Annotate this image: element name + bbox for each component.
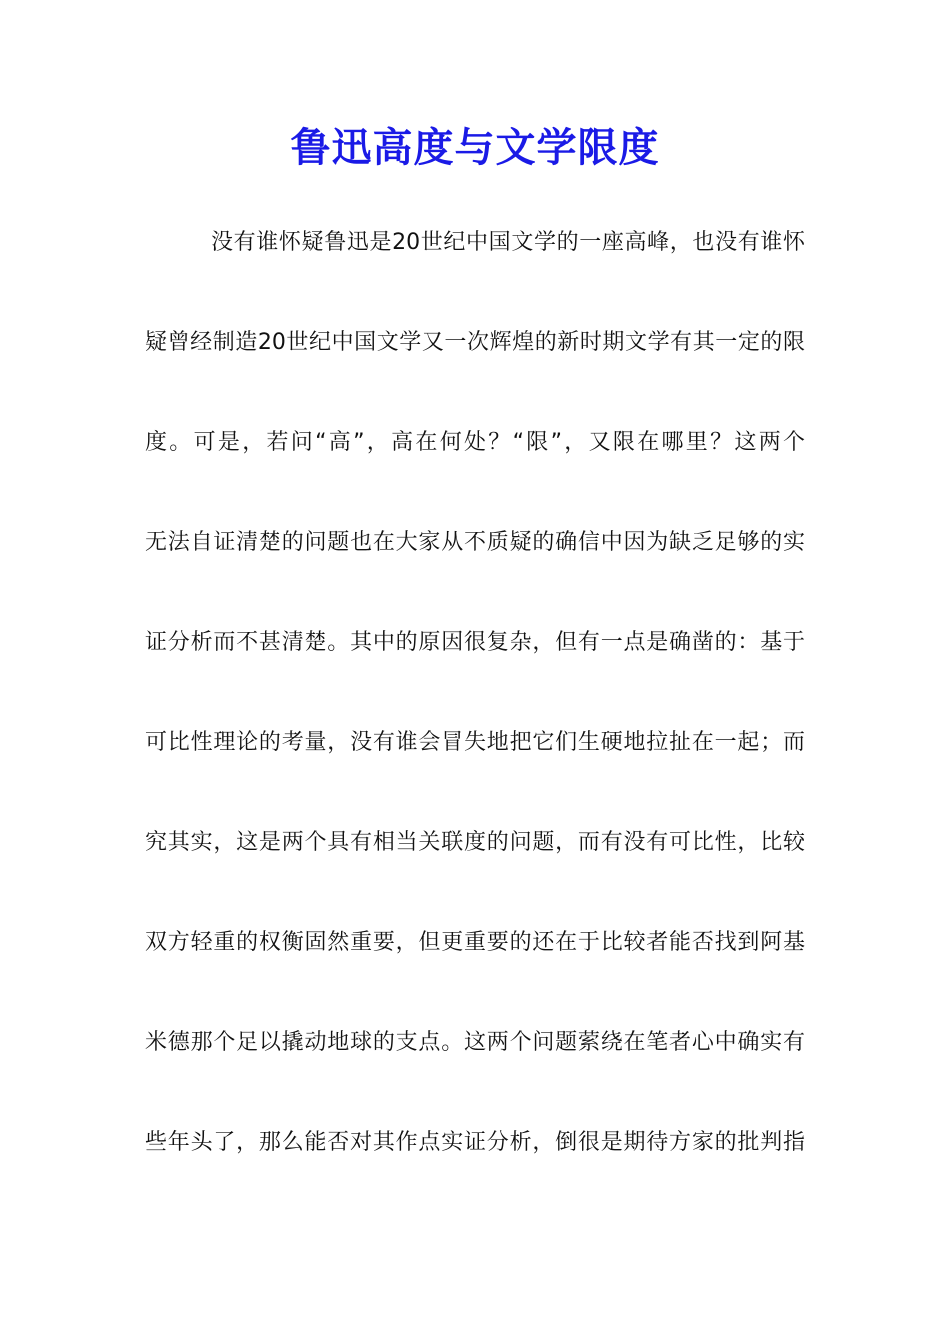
text-line: 些年头了，那么能否对其作点实证分析，倒很是期待方家的批判指 (145, 1130, 805, 1155)
text-line: 可比性理论的考量，没有谁会冒失地把它们生硬地拉扯在一起；而 (145, 730, 805, 755)
text-line: 究其实，这是两个具有相当关联度的问题，而有没有可比性，比较 (145, 830, 805, 855)
text-line: 没有谁怀疑鲁迅是20世纪中国文学的一座高峰，也没有谁怀 (211, 230, 805, 255)
text-line: 度。可是，若问“高”，高在何处？“限”，又限在哪里？这两个 (145, 430, 805, 455)
text-line: 疑曾经制造20世纪中国文学又一次辉煌的新时期文学有其一定的限 (145, 330, 805, 355)
text-line: 证分析而不甚清楚。其中的原因很复杂，但有一点是确凿的：基于 (145, 630, 805, 655)
document-title: 鲁迅高度与文学限度 (290, 124, 660, 171)
text-line: 双方轻重的权衡固然重要，但更重要的还在于比较者能否找到阿基 (145, 930, 805, 955)
text-line: 米德那个足以撬动地球的支点。这两个问题萦绕在笔者心中确实有 (145, 1030, 805, 1055)
text-line: 无法自证清楚的问题也在大家从不质疑的确信中因为缺乏足够的实 (145, 530, 805, 555)
